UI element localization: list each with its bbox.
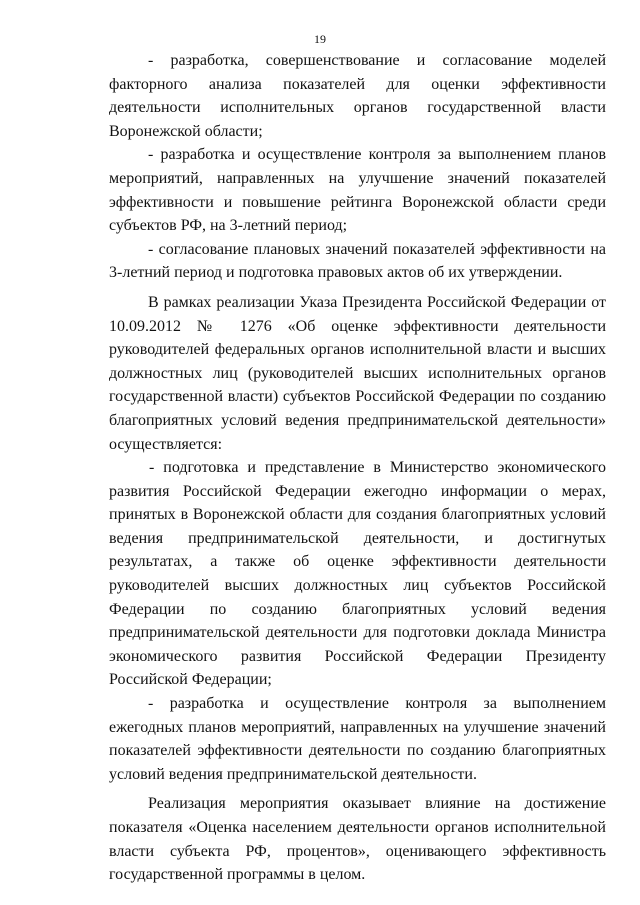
paragraph-indicator-impact: Реализация мероприятия оказывает влияние на достижение показателя «Оценка населением деятельности органов исполнительной власти субъекта РФ, процентов», оценивающего эффективность государственной программы в целом.	[109, 795, 606, 884]
paragraph-decree-implementation: В рамках реализации Указа Президента Российской Федерации от 10.09.2012 № 1276 «Об оценке эффективности деятельности руководителей федеральных органов исполнительной власти и высших должностных лиц (руководителей высших исполнительных органов государственной власти) субъектов Российской Федерации по созданию благоприятных условий ведения предпринимательской деятельности» осуществляется:	[109, 293, 606, 453]
paragraph-factor-analysis: - разработка, совершенствование и согласование моделей факторного анализа показателей для оценки эффективности деятельности исполнительных органов государственной власти Воронежской области;	[109, 52, 606, 140]
page-number: 19	[314, 32, 326, 46]
paragraph-control-plans: - разработка и осуществление контроля за выполнением планов мероприятий, направленных на улучшение значений показателей эффективности и повышение рейтинга Воронежской области среди субъектов РФ, на 3-летний период;	[109, 146, 606, 235]
document-body	[109, 49, 606, 887]
paragraph-planned-values: - согласование плановых значений показателей эффективности на 3-летний период и подготовка правовых актов об их утверждении.	[109, 240, 606, 282]
paragraph-ministry-reporting: - подготовка и представление в Министерство экономического развития Российской Федерации ежегодно информации о мерах, принятых в Воронежской области для создания благоприятных условий ведения предпринимательской деятельности, и достигнутых результатах, а также об оценке эффективности деятельности руководителей высших должностных лиц субъектов Российской Федерации по созданию благоприятных условий ведения предпринимательской деятельности для подготовки доклада Министра экономического развития Российской Федерации Президенту Российской Федерации;	[109, 459, 606, 689]
paragraph-annual-plans: - разработка и осуществление контроля за выполнением ежегодных планов мероприятий, направленных на улучшение значений показателей эффективности деятельности по созданию благоприятных условий ведения предпринимательской деятельности.	[109, 695, 606, 783]
